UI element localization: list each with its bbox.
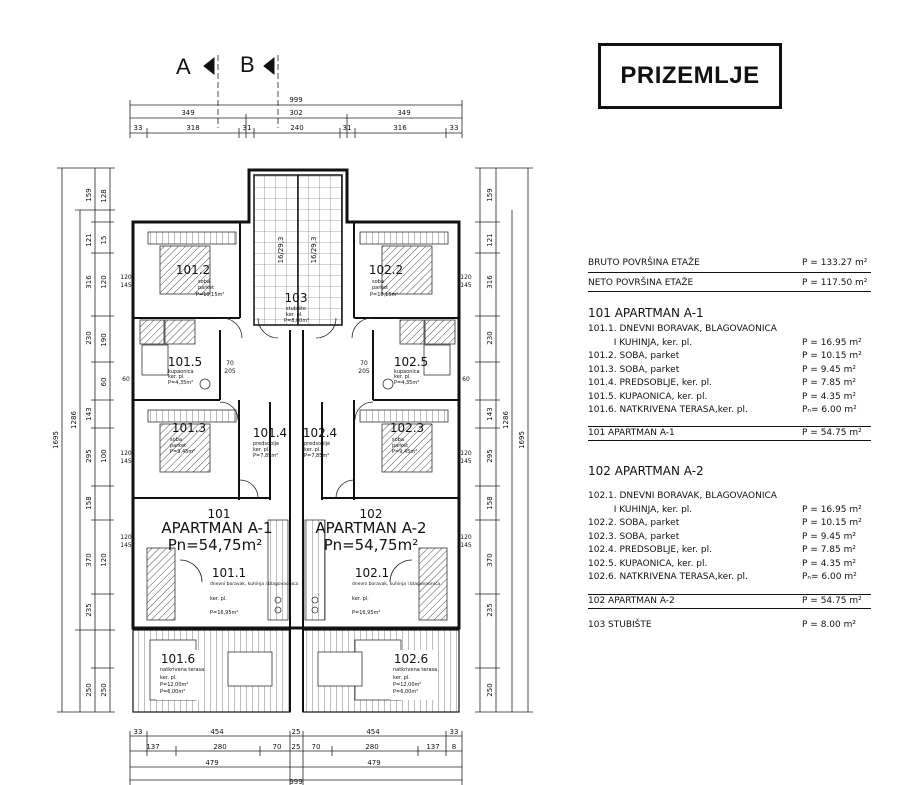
svg-text:stubište: stubište: [286, 306, 306, 312]
legend-divider: [588, 594, 871, 595]
legend-item: [588, 518, 873, 530]
svg-text:soba: soba: [372, 279, 384, 285]
legend-apt1-total: 101 APARTMAN A-1 P = 54.75 m²: [588, 428, 862, 438]
legend-item-label: 102.6. NATKRIVENA TERASA,ker. pl.: [588, 572, 748, 582]
svg-text:P=12,00m²: P=12,00m²: [393, 682, 422, 688]
svg-text:145: 145: [460, 282, 472, 289]
floor-title: [598, 43, 782, 109]
svg-text:145: 145: [120, 282, 132, 289]
dim-left-inner: 1286: [70, 411, 78, 429]
svg-text:ker. pl.: ker. pl.: [210, 596, 227, 602]
legend-item: [588, 338, 873, 350]
svg-text:70: 70: [360, 360, 368, 367]
svg-text:soba: soba: [392, 437, 404, 443]
legend-neto: NETO POVRŠINA ETAŽE P = 117.50 m²: [588, 278, 868, 288]
room-102-5-number: 102.5: [393, 355, 429, 369]
dim-left-small-2: 15: [100, 235, 108, 245]
svg-text:60: 60: [462, 376, 470, 383]
svg-text:145: 145: [120, 542, 132, 549]
svg-text:predsoblje: predsoblje: [253, 441, 280, 447]
svg-text:natkrivena terasa: natkrivena terasa: [393, 667, 438, 673]
legend-item-value: P = 4.35 m²: [802, 391, 856, 402]
legend-item: [588, 559, 873, 571]
room-102-2-number: 102.2: [368, 263, 404, 277]
legend-item-label: I KUHINJA, ker. pl.: [588, 504, 693, 515]
legend-item: [588, 405, 873, 417]
dim-bottom-total: 999: [289, 778, 303, 785]
svg-text:P=6,00m²: P=6,00m²: [160, 689, 186, 695]
legend-item-label: 101.3. SOBA, parket: [588, 364, 680, 375]
legend-divider: [588, 291, 871, 292]
apartment-102-number: 102: [359, 507, 383, 521]
legend-item-value: P = 16.95 m²: [802, 337, 862, 348]
svg-text:P=9,45m²: P=9,45m²: [392, 449, 418, 455]
bottom-dimension-labels: [134, 728, 459, 785]
dim-right-inner: 1286: [502, 411, 510, 429]
apartment-a1-area: Pn=54,75m²: [167, 536, 263, 554]
legend-divider: [588, 272, 871, 273]
dim-left-small-8: 250: [100, 683, 108, 697]
legend-divider: [588, 440, 871, 441]
svg-text:ker. pl.: ker. pl.: [304, 447, 321, 453]
dim-left-small-7: 120: [100, 553, 108, 567]
dim-bottom-small-1: 479: [205, 759, 219, 767]
dim-top-detail-7: 33: [449, 124, 459, 132]
svg-text:kupaonica: kupaonica: [394, 369, 420, 375]
svg-text:P=10,15m²: P=10,15m²: [370, 292, 399, 298]
dim-bottom-mid-5: 70: [311, 743, 321, 751]
right-dimension-labels: [486, 188, 526, 696]
dim-bottom-small-2: 479: [367, 759, 381, 767]
legend-item-value: Pₙ= 6.00 m²: [802, 405, 857, 415]
dim-bottom-mid-1: 137: [146, 743, 160, 751]
dim-left-small-4: 190: [100, 333, 108, 347]
svg-text:120: 120: [460, 450, 472, 457]
svg-text:145: 145: [460, 542, 472, 549]
legend-item: [588, 392, 873, 404]
dim-left-8: 370: [85, 553, 93, 567]
dim-left-small-6: 100: [100, 449, 108, 463]
svg-text:16/29,3: 16/29,3: [310, 236, 318, 264]
legend-item-label: 101.4. PREDSOBLJE, ker. pl.: [588, 378, 712, 388]
left-dimensions: [57, 168, 115, 712]
legend-item-value: P = 9.45 m²: [802, 531, 856, 542]
dim-top-detail-2: 318: [186, 124, 200, 132]
dim-right-9: 235: [486, 603, 494, 617]
legend-item-value: P = 10.15 m²: [802, 351, 862, 361]
dim-left-3: 316: [85, 275, 93, 289]
dim-bottom-2: 454: [210, 728, 224, 736]
legend-item-value: P = 16.95 m²: [802, 504, 862, 515]
legend-item: [588, 365, 873, 377]
dim-bottom-3: 25: [291, 728, 301, 736]
svg-text:ker. pl.: ker. pl.: [393, 675, 410, 681]
legend-item: [588, 491, 873, 503]
legend-item: [588, 324, 873, 336]
svg-text:P=7,85m²: P=7,85m²: [304, 453, 330, 459]
svg-text:ker. pl.: ker. pl.: [253, 447, 270, 453]
svg-text:dnevni boravak, kuhinja i blag: dnevni boravak, kuhinja i blagovaonica: [210, 582, 299, 587]
dim-top-mid-3: 349: [397, 109, 411, 117]
dim-right-8: 370: [486, 553, 494, 567]
legend-apt2-total: 102 APARTMAN A-2 P = 54.75 m²: [588, 596, 862, 606]
dim-right-1: 159: [486, 188, 494, 202]
legend-item-label: 102.3. SOBA, parket: [588, 531, 680, 542]
svg-text:ker. pl.: ker. pl.: [168, 374, 185, 380]
dim-right-7: 158: [486, 496, 494, 510]
bottom-dimensions: [130, 731, 462, 785]
svg-text:P=8,00m²: P=8,00m²: [284, 318, 310, 324]
dim-bottom-1: 33: [133, 728, 143, 736]
svg-text:145: 145: [460, 458, 472, 465]
legend-item-value: P = 4.35 m²: [802, 558, 856, 569]
section-a-label: A: [176, 54, 191, 79]
apartment-a2-name: APARTMAN A-2: [315, 519, 427, 537]
dim-top-mid-2: 302: [289, 109, 303, 117]
dim-left-9: 235: [85, 603, 93, 617]
svg-text:parket: parket: [392, 443, 409, 449]
svg-text:60: 60: [122, 376, 130, 383]
dim-right-10: 250: [486, 683, 494, 697]
legend-divider: [588, 608, 871, 609]
dim-left-small-1: 128: [100, 189, 108, 203]
room-102-4-number: 102.4: [302, 426, 338, 440]
svg-text:P=4,35m²: P=4,35m²: [394, 380, 420, 386]
legend-item-value: P = 9.45 m²: [802, 364, 856, 375]
svg-text:natkrivena terasa: natkrivena terasa: [160, 667, 205, 673]
dim-bottom-mid-3: 70: [272, 743, 282, 751]
svg-text:predsoblje: predsoblje: [304, 441, 331, 447]
svg-text:120: 120: [120, 534, 132, 541]
legend-item: [588, 572, 873, 584]
apartment-a2-area: Pn=54,75m²: [323, 536, 419, 554]
dim-left-small-3: 120: [100, 275, 108, 289]
legend-stairs: 103 STUBIŠTE P = 8.00 m²: [588, 620, 856, 630]
svg-text:ker. pl.: ker. pl.: [352, 596, 369, 602]
svg-text:ker. pl.: ker. pl.: [394, 374, 411, 380]
svg-text:kupaonica: kupaonica: [168, 369, 194, 375]
legend-item: [588, 505, 873, 517]
section-b-label: B: [240, 52, 255, 77]
svg-text:145: 145: [120, 458, 132, 465]
dim-left-2: 121: [85, 233, 93, 247]
svg-text:16/29,3: 16/29,3: [277, 236, 285, 264]
svg-text:P=16,95m²: P=16,95m²: [210, 610, 239, 616]
svg-text:soba: soba: [170, 437, 182, 443]
svg-text:120: 120: [120, 274, 132, 281]
apartment-101-number: 101: [207, 507, 231, 521]
dim-top-total: 999: [289, 96, 303, 104]
room-102-3-number: 102.3: [389, 421, 425, 435]
legend-item-value: Pₙ= 6.00 m²: [802, 572, 857, 582]
legend-item-value: P = 7.85 m²: [802, 378, 856, 388]
legend-item-label: 101.6. NATKRIVENA TERASA,ker. pl.: [588, 405, 748, 415]
svg-text:P=4,35m²: P=4,35m²: [168, 380, 194, 386]
room-102-6-number: 102.6: [393, 652, 429, 666]
svg-text:205: 205: [224, 368, 236, 375]
svg-text:70: 70: [226, 360, 234, 367]
legend-item-label: 101.1. DNEVNI BORAVAK, BLAGOVAONICA: [588, 324, 777, 334]
legend-item-label: 102.5. KUPAONICA, ker. pl.: [588, 558, 708, 569]
svg-text:parket: parket: [198, 285, 215, 291]
svg-text:P=16,95m²: P=16,95m²: [352, 610, 381, 616]
legend-item-label: I KUHINJA, ker. pl.: [588, 337, 693, 348]
svg-text:120: 120: [460, 534, 472, 541]
dim-bottom-5: 33: [449, 728, 459, 736]
room-102-1-number: 102.1: [354, 566, 390, 580]
room-101-1-number: 101.1: [211, 566, 247, 580]
legend-item: [588, 378, 873, 390]
dim-top-mid-1: 349: [181, 109, 195, 117]
dim-left-1: 159: [85, 188, 93, 202]
dim-right-6: 295: [486, 449, 494, 463]
room-103-number: 103: [284, 291, 308, 305]
room-101-2-number: 101.2: [175, 263, 211, 277]
room-101-6-number: 101.6: [160, 652, 196, 666]
dim-right-outer: 1695: [518, 431, 526, 449]
room-101-5-number: 101.5: [167, 355, 203, 369]
svg-text:ker. pl.: ker. pl.: [160, 675, 177, 681]
dim-right-3: 316: [486, 275, 494, 289]
dim-top-detail-3: 31: [242, 124, 252, 132]
dim-right-2: 121: [486, 233, 494, 247]
dim-top-detail-1: 33: [133, 124, 143, 132]
dim-left-small-5: 60: [100, 377, 108, 387]
dim-bottom-4: 454: [366, 728, 380, 736]
svg-text:120: 120: [460, 274, 472, 281]
apartment-a1-name: APARTMAN A-1: [161, 519, 273, 537]
room-101-3-number: 101.3: [171, 421, 207, 435]
dim-left-4: 230: [85, 331, 93, 345]
dim-bottom-mid-8: 8: [451, 743, 457, 751]
section-arrows: [204, 58, 274, 74]
legend-item: [588, 351, 873, 363]
legend-item-value: P = 7.85 m²: [802, 545, 856, 555]
legend-apt2-header: 102 APARTMAN A-2: [588, 464, 704, 478]
svg-text:P=9,45m²: P=9,45m²: [170, 449, 196, 455]
dim-top-detail-5: 31: [342, 124, 352, 132]
dim-left-7: 158: [85, 496, 93, 510]
floor-title-text: PRIZEMLJE: [620, 62, 760, 89]
svg-text:parket: parket: [170, 443, 187, 449]
legend-item-label: 101.2. SOBA, parket: [588, 351, 680, 361]
svg-text:soba: soba: [198, 279, 210, 285]
svg-text:P=6,00m²: P=6,00m²: [393, 689, 419, 695]
svg-text:parket: parket: [372, 285, 389, 291]
dim-top-detail-4: 240: [290, 124, 304, 132]
legend-bruto: BRUTO POVRŠINA ETAŽE P = 133.27 m²: [588, 258, 868, 268]
dim-left-5: 143: [85, 407, 93, 421]
dim-left-outer: 1695: [52, 431, 60, 449]
svg-text:205: 205: [358, 368, 370, 375]
legend-item-label: 101.5. KUPAONICA, ker. pl.: [588, 391, 708, 402]
legend-divider: [588, 426, 871, 427]
legend-item: [588, 545, 873, 557]
legend-item: [588, 532, 873, 544]
legend-item-value: P = 10.15 m²: [802, 518, 862, 528]
dim-bottom-mid-7: 137: [426, 743, 440, 751]
dim-bottom-mid-6: 280: [365, 743, 379, 751]
room-101-4-number: 101.4: [252, 426, 288, 440]
dim-bottom-mid-4: 25: [291, 743, 301, 751]
dim-top-detail-6: 316: [393, 124, 407, 132]
svg-text:P=12,00m²: P=12,00m²: [160, 682, 189, 688]
dim-bottom-mid-2: 280: [213, 743, 227, 751]
svg-text:dnevni boravak, kuhinja i blag: dnevni boravak, kuhinja i blagovaonica: [352, 582, 441, 587]
dim-left-6: 295: [85, 449, 93, 463]
svg-text:P=10,15m²: P=10,15m²: [196, 292, 225, 298]
svg-text:P=7,85m²: P=7,85m²: [253, 453, 279, 459]
legend-apt1-header: 101 APARTMAN A-1: [588, 306, 704, 320]
legend-item-label: 102.4. PREDSOBLJE, ker. pl.: [588, 545, 712, 555]
legend-item-label: 102.2. SOBA, parket: [588, 518, 680, 528]
dim-left-10: 250: [85, 683, 93, 697]
top-dimension-labels: [134, 96, 459, 132]
dim-right-5: 143: [486, 407, 494, 421]
dim-right-4: 230: [486, 331, 494, 345]
svg-text:120: 120: [120, 450, 132, 457]
svg-text:ker. pl.: ker. pl.: [286, 312, 303, 318]
legend-item-label: 102.1. DNEVNI BORAVAK, BLAGOVAONICA: [588, 491, 777, 501]
